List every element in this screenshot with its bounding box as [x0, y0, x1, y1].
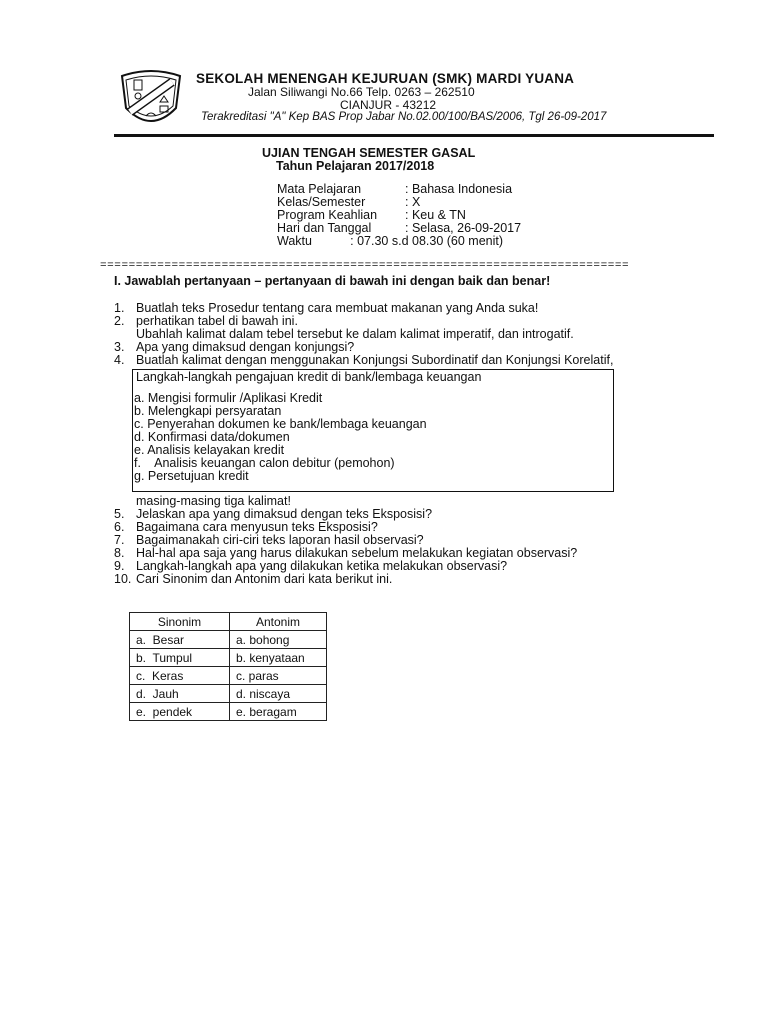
question-text: Jelaskan apa yang dimaksud dengan teks Eksposisi?: [136, 507, 433, 521]
table-row: [130, 631, 327, 649]
question-text: Langkah-langkah apa yang dilakukan ketika melakukan observasi?: [136, 559, 508, 573]
question-number: 9.: [114, 559, 125, 573]
header-divider: [114, 134, 714, 137]
school-city: CIANJUR - 43212: [340, 98, 437, 112]
table-cell: e. pendek: [130, 703, 230, 721]
school-logo: [116, 68, 186, 130]
list-item: c. Penyerahan dokumen ke bank/lembaga keuangan: [134, 417, 427, 431]
question-number: 2.: [114, 314, 125, 328]
info-value: : X: [405, 195, 421, 209]
table-cell: a. Besar: [130, 631, 230, 649]
info-value: : Keu & TN: [405, 208, 466, 222]
question-number: 10.: [114, 572, 132, 586]
question-number: 5.: [114, 507, 125, 521]
school-address: Jalan Siliwangi No.66 Telp. 0263 – 262510: [248, 85, 475, 99]
question-number: 8.: [114, 546, 125, 560]
synonym-antonym-table: [129, 612, 327, 721]
question-number: 7.: [114, 533, 125, 547]
question-text: Bagaimanakah ciri-ciri teks laporan hasil observasi?: [136, 533, 424, 547]
list-item: f. Analisis keuangan calon debitur (pemohon): [134, 456, 395, 470]
question-number: 6.: [114, 520, 125, 534]
exam-info: [277, 182, 522, 248]
table-header-row: [130, 613, 327, 631]
exam-year: Tahun Pelajaran 2017/2018: [276, 159, 435, 173]
info-value: : Selasa, 26-09-2017: [405, 221, 522, 235]
table-header: Antonim: [230, 613, 327, 631]
box-title: Langkah-langkah pengajuan kredit di bank/lembaga keuangan: [136, 370, 482, 384]
question-text: Cari Sinonim dan Antonim dari kata berikut ini.: [136, 572, 393, 586]
question-text: Buatlah teks Prosedur tentang cara membuat makanan yang Anda suka!: [136, 301, 539, 315]
question-text: perhatikan tabel di bawah ini.: [136, 314, 298, 328]
list-item: b. Melengkapi persyaratan: [134, 404, 282, 418]
table-cell: c. Keras: [130, 667, 230, 685]
section-heading: I. Jawablah pertanyaan – pertanyaan di bawah ini dengan baik dan benar!: [114, 274, 551, 288]
list-item: g. Persetujuan kredit: [134, 469, 249, 483]
exam-title: UJIAN TENGAH SEMESTER GASAL: [262, 146, 476, 160]
table-cell: b. Tumpul: [130, 649, 230, 667]
table-cell: d. Jauh: [130, 685, 230, 703]
question-number: 4.: [114, 353, 125, 367]
question-text: Ubahlah kalimat dalam tebel tersebut ke dalam kalimat imperatif, dan introgatif.: [136, 327, 574, 341]
table-header: Sinonim: [130, 613, 230, 631]
list-item: d. Konfirmasi data/dokumen: [134, 430, 290, 444]
table-row: [130, 685, 327, 703]
table-cell: b. kenyataan: [230, 649, 327, 667]
info-key: Mata Pelajaran: [277, 182, 362, 196]
info-key: Hari dan Tanggal: [277, 221, 372, 235]
info-waktu: Waktu : 07.30 s.d 08.30 (60 menit): [277, 234, 504, 248]
info-value: : Bahasa Indonesia: [405, 182, 513, 196]
table-row: [130, 667, 327, 685]
info-key: Kelas/Semester: [277, 195, 366, 209]
accreditation-text: Terakreditasi "A" Kep BAS Prop Jabar No.02.00/100/BAS/2006, Tgl 26-09-2017: [201, 111, 607, 123]
table-cell: e. beragam: [230, 703, 327, 721]
list-item: a. Mengisi formulir /Aplikasi Kredit: [134, 391, 323, 405]
question-text: masing-masing tiga kalimat!: [136, 494, 291, 508]
question-text: Hal-hal apa saja yang harus dilakukan sebelum melakukan kegiatan observasi?: [136, 546, 578, 560]
table-cell: c. paras: [230, 667, 327, 685]
question-text: Buatlah kalimat dengan menggunakan Konjungsi Subordinatif dan Konjungsi Korelatif,: [136, 353, 614, 367]
question-number: 3.: [114, 340, 125, 354]
table-cell: d. niscaya: [230, 685, 327, 703]
separator-line: ==========================================================================: [100, 260, 630, 272]
question-text: Bagaimana cara menyusun teks Eksposisi?: [136, 520, 378, 534]
table-cell: a. bohong: [230, 631, 327, 649]
info-key: Program Keahlian: [277, 208, 378, 222]
question-text: Apa yang dimaksud dengan konjungsi?: [136, 340, 355, 354]
list-item: e. Analisis kelayakan kredit: [134, 443, 285, 457]
school-name: SEKOLAH MENENGAH KEJURUAN (SMK) MARDI YUANA: [196, 71, 575, 86]
question-number: 1.: [114, 301, 125, 315]
table-row: [130, 703, 327, 721]
table-row: [130, 649, 327, 667]
